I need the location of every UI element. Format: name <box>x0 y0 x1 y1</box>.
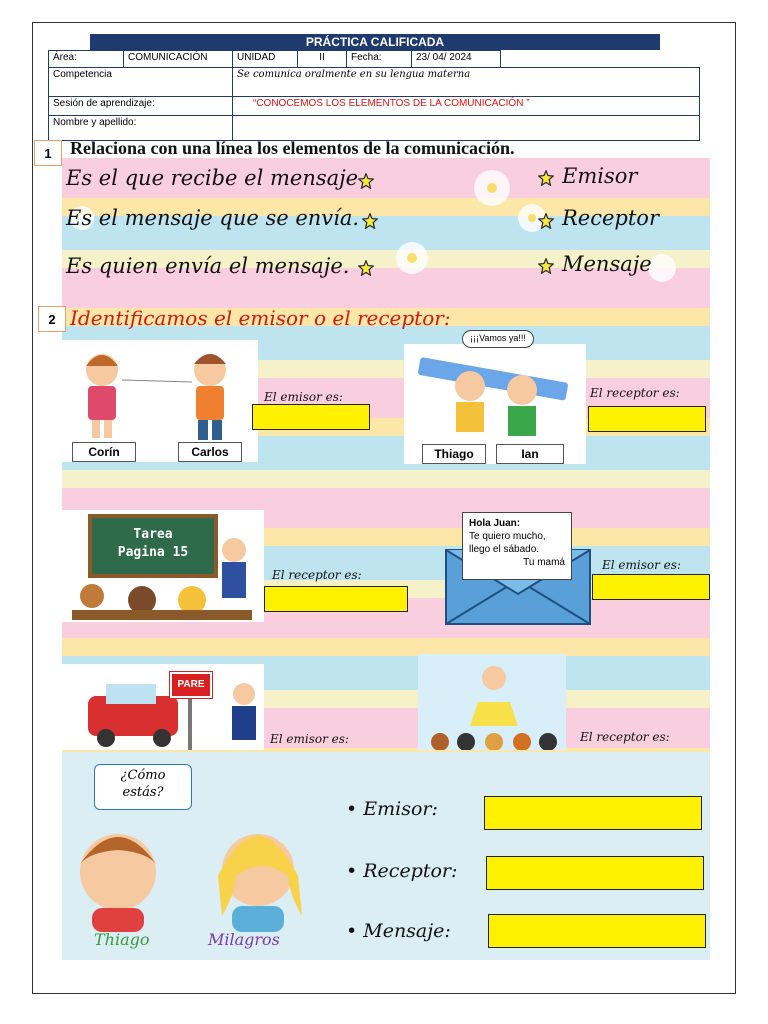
sesion-label: Sesión de aprendizaje: <box>49 97 233 116</box>
answer-label: El receptor es: <box>580 730 670 744</box>
singer-stage-illustration <box>418 654 566 750</box>
speech-line-2: estás? <box>122 785 164 800</box>
match-right-mensaje: Mensaje <box>562 252 652 276</box>
answer-box-mensaje[interactable] <box>488 914 706 948</box>
answer-box-scene1[interactable] <box>252 404 370 430</box>
letter-sign: Tu mamá <box>523 557 565 568</box>
letter-line-1: Hola Juan: <box>469 518 521 529</box>
name-tag-ian: Ian <box>496 444 564 464</box>
fecha-value: 23/ 04/ 2024 <box>412 51 501 68</box>
letter-note <box>462 512 572 580</box>
worksheet-title: PRÁCTICA CALIFICADA <box>90 34 660 50</box>
exercise-2-instruction: Identificamos el emisor o el receptor: <box>70 306 451 330</box>
board-line-1: Tarea <box>133 527 173 542</box>
car-police-illustration <box>62 664 264 750</box>
answer-label: El receptor es: <box>590 386 680 400</box>
star-icon[interactable] <box>362 213 378 229</box>
star-icon[interactable] <box>358 260 374 276</box>
exercise-2-number: 2 <box>38 306 66 332</box>
competencia-value: Se comunica oralmente en su lengua materna <box>233 68 700 97</box>
answer-label: El emisor es: <box>264 390 343 404</box>
match-left-3: Es quien envía el mensaje. <box>66 254 350 278</box>
nombre-label: Nombre y apellido: <box>49 116 233 141</box>
letter-line-2: Te quiero mucho, <box>469 531 546 542</box>
answer-label: El emisor es: <box>270 732 349 746</box>
exercise-1-number: 1 <box>34 140 62 166</box>
letter-line-3: llego el sábado. <box>469 544 540 555</box>
item-receptor-label: Receptor: <box>363 860 458 882</box>
star-icon[interactable] <box>358 173 374 189</box>
match-left-2: Es el mensaje que se envía. <box>66 206 360 230</box>
speech-bubble-como-estas <box>94 764 192 810</box>
answer-label: El receptor es: <box>272 568 362 582</box>
answer-box-scene3[interactable] <box>264 586 408 612</box>
answer-box-receptor[interactable] <box>486 856 704 890</box>
nombre-field[interactable] <box>233 116 700 141</box>
answer-box-emisor[interactable] <box>484 796 702 830</box>
star-icon[interactable] <box>538 170 554 186</box>
name-thiago: Thiago <box>94 930 150 949</box>
info-table <box>48 50 700 141</box>
star-icon[interactable] <box>538 258 554 274</box>
exercise-1-instruction: Relaciona con una línea los elementos de la comunicación. <box>70 138 515 158</box>
area-label: Área: <box>49 51 124 68</box>
answer-box-scene4[interactable] <box>592 574 710 600</box>
item-mensaje-label: Mensaje: <box>363 920 451 942</box>
item-emisor: • Emisor: <box>346 798 438 820</box>
competencia-label: Competencia <box>49 68 233 97</box>
name-tag-thiago: Thiago <box>422 444 486 464</box>
speech-bubble-vamos: ¡¡¡Vamos ya!!! <box>462 330 534 348</box>
item-receptor: • Receptor: <box>346 860 458 882</box>
unidad-value: II <box>298 51 347 68</box>
scene-traffic-police <box>62 664 264 750</box>
unidad-label: UNIDAD <box>233 51 298 68</box>
fecha-label: Fecha: <box>347 51 412 68</box>
speech-line-1: ¿Cómo <box>120 768 166 783</box>
scene-singer <box>418 654 566 750</box>
board-line-2: Pagina 15 <box>117 545 189 560</box>
item-emisor-label: Emisor: <box>363 798 438 820</box>
stop-sign: PARE <box>170 672 212 698</box>
answer-box-scene2[interactable] <box>588 406 706 432</box>
scene-classroom <box>62 510 264 622</box>
name-tag-corin: Corín <box>72 442 136 462</box>
star-icon[interactable] <box>538 213 554 229</box>
match-right-receptor: Receptor <box>562 206 659 230</box>
thiago-milagros-illustration <box>62 816 326 932</box>
match-left-1: Es el que recibe el mensaje <box>66 166 359 190</box>
area-value: COMUNICACIÓN <box>124 51 233 68</box>
answer-label: El emisor es: <box>602 558 681 572</box>
sesion-value: “CONOCEMOS LOS ELEMENTOS DE LA COMUNICACIÓN ” <box>233 97 700 116</box>
match-right-emisor: Emisor <box>562 164 638 188</box>
item-mensaje: • Mensaje: <box>346 920 451 942</box>
name-tag-carlos: Carlos <box>178 442 242 462</box>
name-milagros: Milagros <box>208 930 280 949</box>
